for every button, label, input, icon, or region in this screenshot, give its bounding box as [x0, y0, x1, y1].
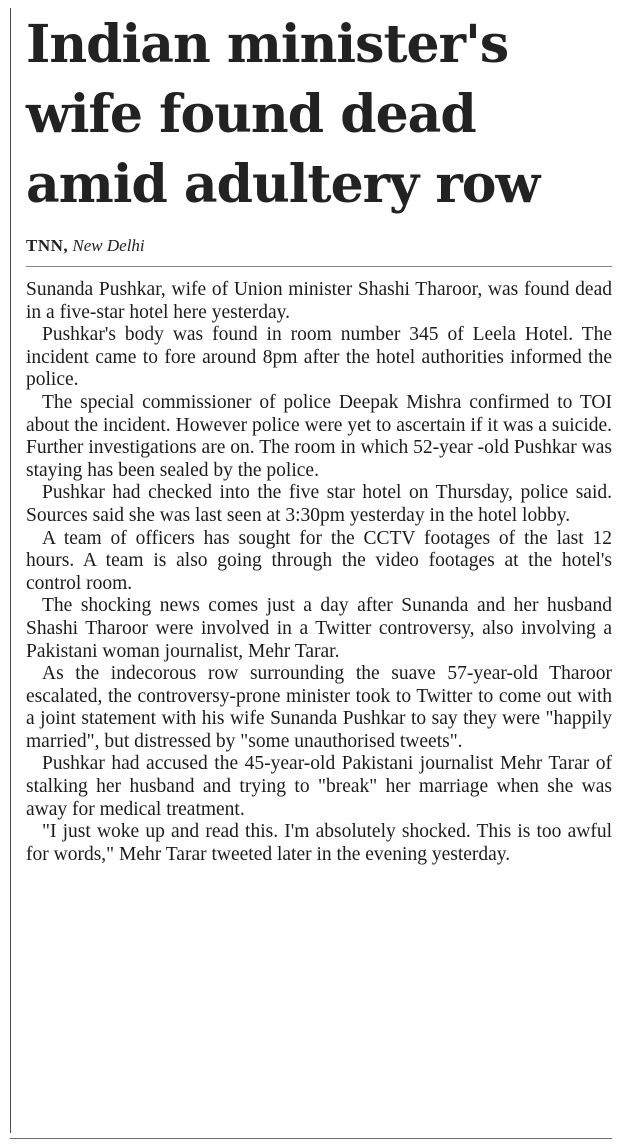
column-rule-bottom	[10, 1138, 612, 1139]
byline	[26, 234, 612, 258]
headline-line: Indian minister's	[26, 14, 509, 75]
paragraph: The shocking news comes just a day after Sunanda and her husband Shashi Tharoor were involved in a Twitter controversy, also involving a Pakistani woman journalist, Mehr Tarar.	[26, 595, 612, 662]
paragraph: The special commissioner of police Deepak Mishra confirmed to TOI about the incident. However police were yet to ascertain if it was a suicide. Further investigations are on. The room in which 52-year -old Pushkar was staying has been sealed by the police.	[26, 391, 612, 481]
byline-divider	[26, 266, 612, 267]
headline	[26, 10, 612, 220]
paragraph: "I just woke up and read this. I'm absolutely shocked. This is too awful for words," Mehr Tarar tweeted later in the evening yesterday.	[26, 821, 612, 865]
headline-line: wife found dead	[26, 84, 476, 145]
news-article	[26, 10, 612, 866]
byline-agency: TNN,	[26, 236, 69, 255]
paragraph: A team of officers has sought for the CCTV footages of the last 12 hours. A team is also going through the video footages at the hotel's control room.	[26, 527, 612, 594]
headline-line: amid adultery row	[26, 154, 540, 215]
paragraph: Pushkar's body was found in room number 345 of Leela Hotel. The incident came to fore around 8pm after the hotel authorities informed the police.	[26, 324, 612, 391]
paragraph: As the indecorous row surrounding the suave 57-year-old Tharoor escalated, the controversy-prone minister took to Twitter to come out with a joint statement with his wife Sunanda Pushkar to say they were "happily married", but distressed by "some unauthorised tweets".	[26, 663, 612, 752]
paragraph: Sunanda Pushkar, wife of Union minister Shashi Tharoor, was found dead in a five-star hotel here yesterday.	[26, 279, 612, 323]
column-rule-left	[10, 8, 11, 1133]
article-body	[26, 279, 612, 866]
paragraph: Pushkar had accused the 45-year-old Pakistani journalist Mehr Tarar of stalking her husband and trying to "break" her marriage when she was away for medical treatment.	[26, 753, 612, 820]
byline-location: New Delhi	[72, 236, 145, 255]
paragraph: Pushkar had checked into the five star hotel on Thursday, police said. Sources said she was last seen at 3:30pm yesterday in the hotel lobby.	[26, 482, 612, 526]
